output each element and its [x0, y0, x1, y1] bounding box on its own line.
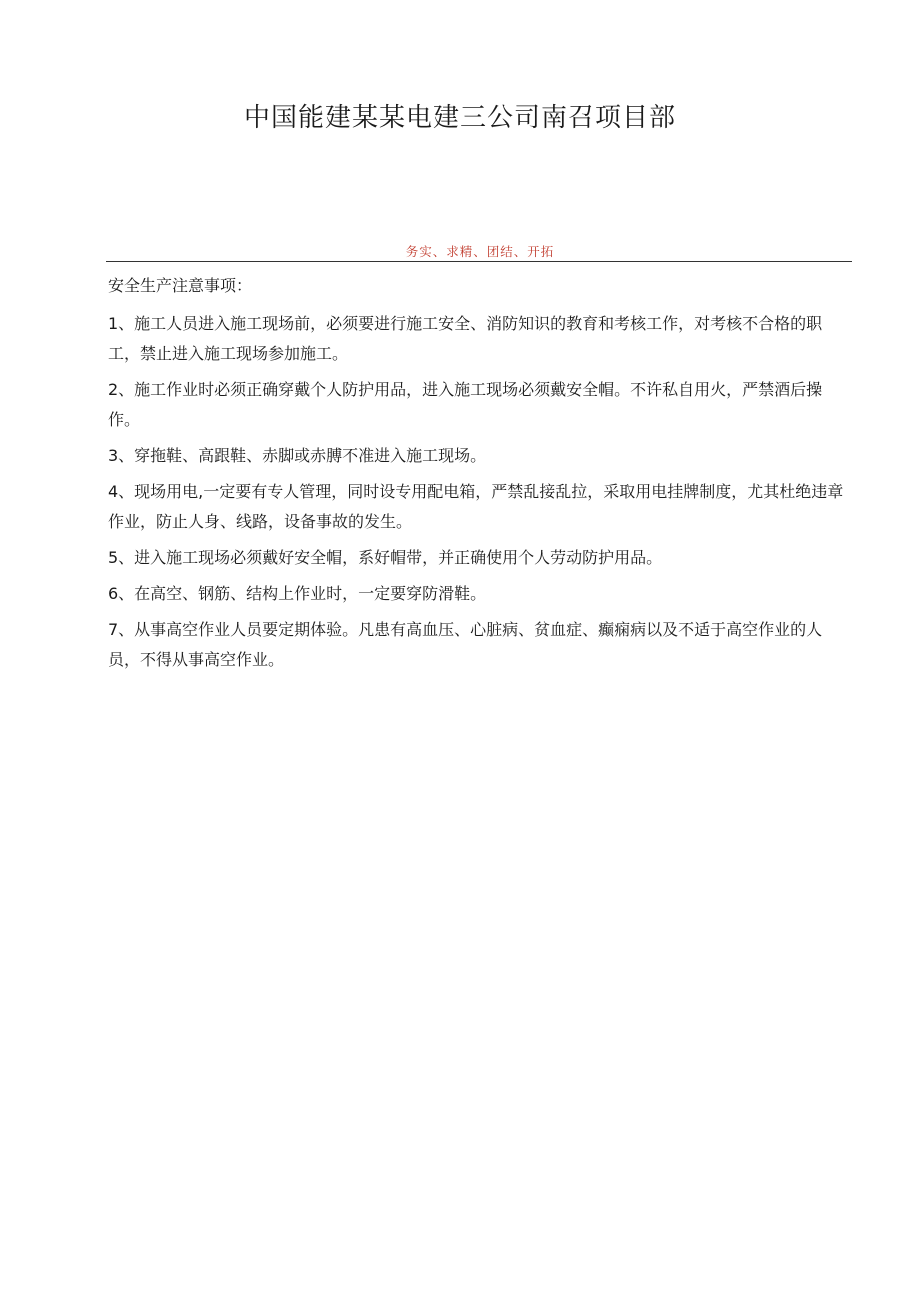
notice-item-4: 4、现场用电,一定要有专人管理，同时设专用配电箱，严禁乱接乱拉，采取用电挂牌制度，尤其杜绝违章作业，防止人身、线路，设备事故的发生。 — [108, 482, 844, 531]
header-divider — [106, 261, 852, 262]
notice-heading: 安全生产注意事项： — [108, 276, 253, 295]
company-motto: 务实、求精、团结、开拓 — [405, 244, 555, 259]
notice-item-6: 6、在高空、钢筋、结构上作业时，一定要穿防滑鞋。 — [108, 584, 487, 603]
notice-item-3: 3、穿拖鞋、高跟鞋、赤脚或赤膊不准进入施工现场。 — [108, 446, 487, 465]
notice-item-2: 2、施工作业时必须正确穿戴个人防护用品，进入施工现场必须戴安全帽。不许私自用火，严禁酒后操作。 — [108, 380, 823, 429]
notice-item-1: 1、施工人员进入施工现场前，必须要进行施工安全、消防知识的教育和考核工作，对考核不合格的职工，禁止进入施工现场参加施工。 — [108, 314, 823, 363]
notice-item-5: 5、进入施工现场必须戴好安全帽，系好帽带，并正确使用个人劳动防护用品。 — [108, 548, 663, 567]
organization-title: 中国能建某某电建三公司南召项目部 — [243, 103, 676, 133]
safety-notice — [108, 271, 848, 681]
notice-item-7: 7、从事高空作业人员要定期体验。凡患有高血压、心脏病、贫血症、癫痫病以及不适于高空作业的人员，不得从事高空作业。 — [108, 620, 823, 669]
